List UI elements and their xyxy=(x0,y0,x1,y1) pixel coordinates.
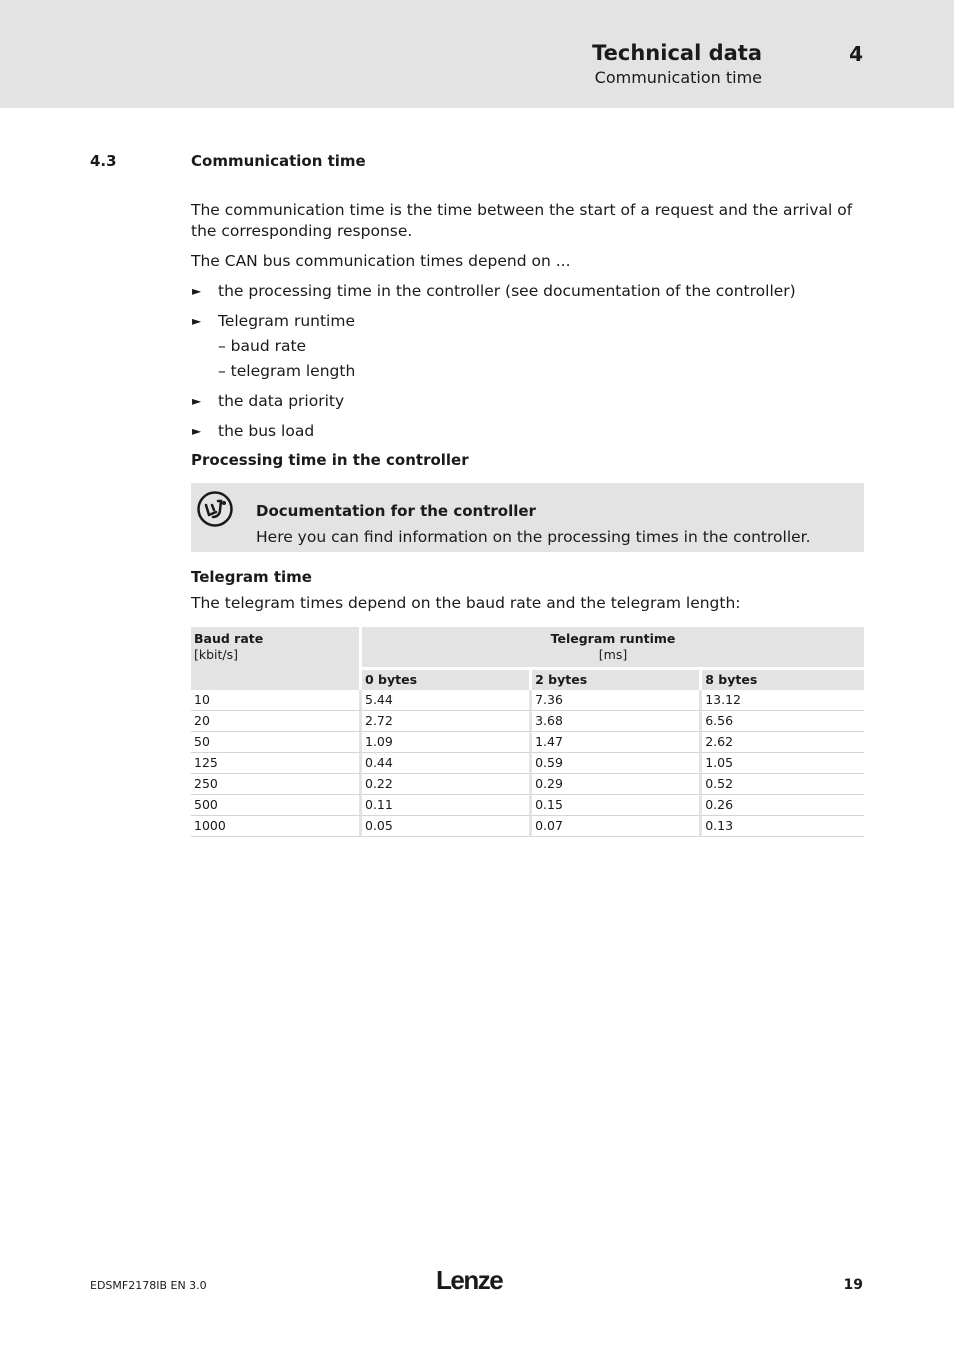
table-cell: 0.11 xyxy=(362,795,532,816)
table-cell: 2.72 xyxy=(362,711,532,732)
baud-rate-header-unit: [kbit/s] xyxy=(194,647,239,662)
intro-paragraph: The communication time is the time between the start of a request and the arrival of the corresponding response. xyxy=(191,201,853,240)
table-cell: 0.07 xyxy=(532,816,702,837)
page-number: 19 xyxy=(843,1277,863,1293)
processing-heading: Processing time in the controller xyxy=(191,451,469,469)
dependency-list xyxy=(191,281,864,442)
documentation-hint-icon xyxy=(196,490,234,528)
table-cell: 3.68 xyxy=(532,711,702,732)
telegram-runtime-header-title: Telegram runtime xyxy=(550,631,676,646)
table-cell: 0.44 xyxy=(362,753,532,774)
sub-item-telegram-length: – telegram length xyxy=(218,362,356,380)
baud-rate-header-title: Baud rate xyxy=(194,631,264,646)
section-title: Communication time xyxy=(191,152,366,170)
list-item-text: the bus load xyxy=(218,422,315,440)
list-item xyxy=(191,391,864,412)
telegram-intro: The telegram times depend on the baud rate and the telegram length: xyxy=(191,594,741,612)
table-row xyxy=(191,690,864,711)
note-text: Here you can find information on the processing times in the controller. xyxy=(256,528,811,546)
main-content xyxy=(191,200,864,837)
bytes-header: 8 bytes xyxy=(702,670,864,690)
table-cell: 250 xyxy=(191,774,362,795)
table-cell: 10 xyxy=(191,690,362,711)
table-cell: 0.15 xyxy=(532,795,702,816)
bytes-header: 0 bytes xyxy=(362,670,532,690)
table-cell: 2.62 xyxy=(702,732,864,753)
telegram-heading: Telegram time xyxy=(191,568,312,586)
list-item xyxy=(191,311,864,382)
note-box xyxy=(191,483,864,552)
bullet-arrow-icon: ► xyxy=(192,284,202,298)
chapter-subtitle: Communication time xyxy=(594,68,762,87)
list-item xyxy=(191,421,864,442)
table-cell: 0.52 xyxy=(702,774,864,795)
bullet-arrow-icon: ► xyxy=(192,314,202,328)
footer-document-id: EDSMF2178IB EN 3.0 xyxy=(90,1279,207,1292)
table-cell: 1.47 xyxy=(532,732,702,753)
table-row xyxy=(191,795,864,816)
table-cell: 0.05 xyxy=(362,816,532,837)
table-cell: 125 xyxy=(191,753,362,774)
table-cell: 0.13 xyxy=(702,816,864,837)
list-item-text: the data priority xyxy=(218,392,345,410)
table-row xyxy=(191,732,864,753)
list-item xyxy=(191,281,864,302)
lenze-logo xyxy=(436,1266,516,1294)
table-cell: 0.22 xyxy=(362,774,532,795)
table-cell: 20 xyxy=(191,711,362,732)
telegram-runtime-header xyxy=(362,627,864,670)
table-row xyxy=(191,816,864,837)
table-cell: 7.36 xyxy=(532,690,702,711)
table-row xyxy=(191,711,864,732)
bullet-arrow-icon: ► xyxy=(192,424,202,438)
table-cell: 0.29 xyxy=(532,774,702,795)
table-cell: 5.44 xyxy=(362,690,532,711)
table-cell: 13.12 xyxy=(702,690,864,711)
table-cell: 0.26 xyxy=(702,795,864,816)
header-band xyxy=(0,0,954,108)
table-cell: 50 xyxy=(191,732,362,753)
table-row xyxy=(191,774,864,795)
baud-rate-header xyxy=(191,627,362,690)
section-number: 4.3 xyxy=(90,152,117,170)
list-item-text: Telegram runtime xyxy=(218,312,355,330)
lenze-logo-text: Lenze xyxy=(436,1266,503,1294)
depends-paragraph: The CAN bus communication times depend on ... xyxy=(191,252,571,270)
note-title: Documentation for the controller xyxy=(256,502,536,520)
sub-item-baud-rate: – baud rate xyxy=(218,337,307,355)
telegram-runtime-table xyxy=(191,627,864,837)
table-cell: 1.09 xyxy=(362,732,532,753)
bytes-header: 2 bytes xyxy=(532,670,702,690)
table-cell: 1000 xyxy=(191,816,362,837)
table-cell: 6.56 xyxy=(702,711,864,732)
chapter-title: Technical data xyxy=(592,41,762,65)
table-row xyxy=(191,753,864,774)
table-cell: 0.59 xyxy=(532,753,702,774)
telegram-runtime-header-unit: [ms] xyxy=(598,647,628,662)
bullet-arrow-icon: ► xyxy=(192,394,202,408)
table-cell: 500 xyxy=(191,795,362,816)
table-cell: 1.05 xyxy=(702,753,864,774)
list-item-text: the processing time in the controller (see documentation of the controller) xyxy=(218,282,796,300)
chapter-number: 4 xyxy=(849,42,863,66)
